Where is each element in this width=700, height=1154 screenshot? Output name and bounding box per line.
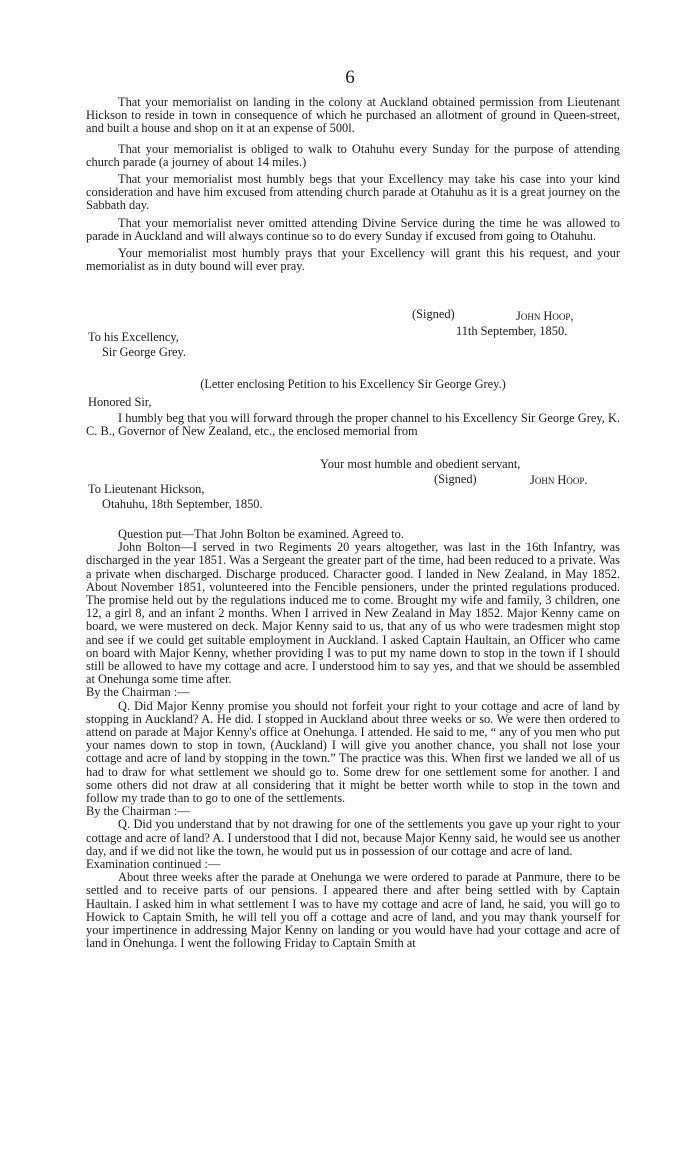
question-answer-paragraph: Q. Did you understand that by not drawing for one of the settlements you gave up your right to your cottage and acre of land? A. I understood that I did not, because Major Kenny said, he would see us another day, and if we did not like the town, he would put us in possession of our cottage and acre of land. <box>86 817 620 858</box>
question-put: Question put—That John Bolton be examined. Agreed to. <box>118 527 404 541</box>
section-label: By the Chairman :— <box>86 685 190 700</box>
signed-label: (Signed) <box>412 307 455 321</box>
signature-name: John Hoop. <box>530 473 588 487</box>
examination-record <box>86 528 620 951</box>
addressee-line: To Lieutenant Hickson, <box>88 482 205 496</box>
letter-body <box>86 412 620 438</box>
letter-heading: (Letter enclosing Petition to his Excellency Sir George Grey.) <box>200 377 506 391</box>
letter-closing: Your most humble and obedient servant, <box>320 457 521 471</box>
memorial-paragraph: Your memorialist most humbly prays that your Excellency will grant this his request, and your memorialist as in duty bound will ever pray. <box>86 246 620 274</box>
addressee-line: Otahuhu, 18th September, 1850. <box>102 497 263 511</box>
memorial-paragraph: That your memorialist never omitted attending Divine Service during the time he was allowed to parade in Auckland and will always continue so to do every Sunday if excused from going to Otahuhu. <box>86 215 620 243</box>
addressee-line: Sir George Grey. <box>102 345 186 359</box>
memorial-paragraph: That your memorialist most humbly begs that your Excellency may take his case into your kind consideration and have him excused from attending church parade at Otahuhu as it is a great journey on the Sabbath day. <box>86 172 620 213</box>
addressee-line: To his Excellency, <box>88 330 179 344</box>
testimony-paragraph: John Bolton—I served in two Regiments 20 years altogether, was last in the 16th Infantry, was discharged in the year 1851. Was a Sergeant the greater part of the time, had been reduced to a private. Was a private when discharged. Discharge produced. Character good. I landed in New Zealand, in May 1852. About November 1851, volunteered into the Fencible pensioners, under the printed regulations produced. The promise held out by the regulations induced me to come. Brought my wife and family, 3 children, one 12, a girl 8, and an infant 2 months. When I arrived in New Zealand in May 1852. Major Kenny came on board, we were mustered on deck. Major Kenny said to us, that any of us who were tradesmen might stop and see if we could get suitable employment in Auckland. I asked Captain Haultain, an Officer who came on board with Major Kenny, whether providing I was to put my name down to stop in the town if I should still be allowed to have my cottage and acre. I understood him to say yes, and that we should be assembled at Onehunga some time after. <box>86 540 620 687</box>
memorial-paragraph: That your memorialist on landing in the colony at Auckland obtained permission from Lieutenant Hickson to reside in town in consequence of which he purchased an allotment of ground in Queen-street, and built a house and shop on it at an expense of 500l. <box>86 95 620 136</box>
signature-date: 11th September, 1850. <box>456 324 568 338</box>
signature-name: John Hoop, <box>516 309 574 323</box>
section-label: Examination continued :— <box>86 857 221 872</box>
section-label: By the Chairman :— <box>86 804 190 819</box>
signed-label: (Signed) <box>434 472 477 486</box>
letter-paragraph: I humbly beg that you will forward through the proper channel to his Excellency Sir George Grey, K. C. B., Governor of New Zealand, etc., the enclosed memorial from <box>86 411 620 439</box>
memorial-paragraph: That your memorialist is obliged to walk to Otahuhu every Sunday for the purpose of attending church parade (a journey of about 14 miles.) <box>86 141 620 169</box>
page-number: 6 <box>345 67 355 88</box>
salutation: Honored Sir, <box>88 395 152 409</box>
question-answer-paragraph: Q. Did Major Kenny promise you should not forfeit your right to your cottage and acre of land by stopping in Auckland? A. He did. I stopped in Auckland about three weeks or so. We were then ordered to attend on parade at Major Kenny's office at Onehunga. I attended. He said to me, “ any of you men who put your names down to stop in town, (Auckland) I will give you another chance, you shall not lose your cottage and acre of land by stopping in the town.” The practice was this. When first we landed we all of us had to draw for what settlement we should go to. Some drew for one settlement some for another. I and some others did not draw at all considering that it might be better worth while to stop in the town and follow my trade than to go to one of the settlements. <box>86 698 620 806</box>
testimony-paragraph: About three weeks after the parade at Onehunga we were ordered to parade at Panmure, there to be settled and to receive parts of our pensions. I appeared there and after being settled with by Captain Haultain. I asked him in what settlement I was to have my cottage and acre of land, he said, you will go to Howick to Captain Smith, he will tell you off a cottage and acre of land, and you may thank yourself for your impertinence in addressing Major Kenny on landing or you would have had your cottage and acre of land in Onehunga. I went the following Friday to Captain Smith at <box>86 870 620 951</box>
memorial-body <box>86 96 620 273</box>
